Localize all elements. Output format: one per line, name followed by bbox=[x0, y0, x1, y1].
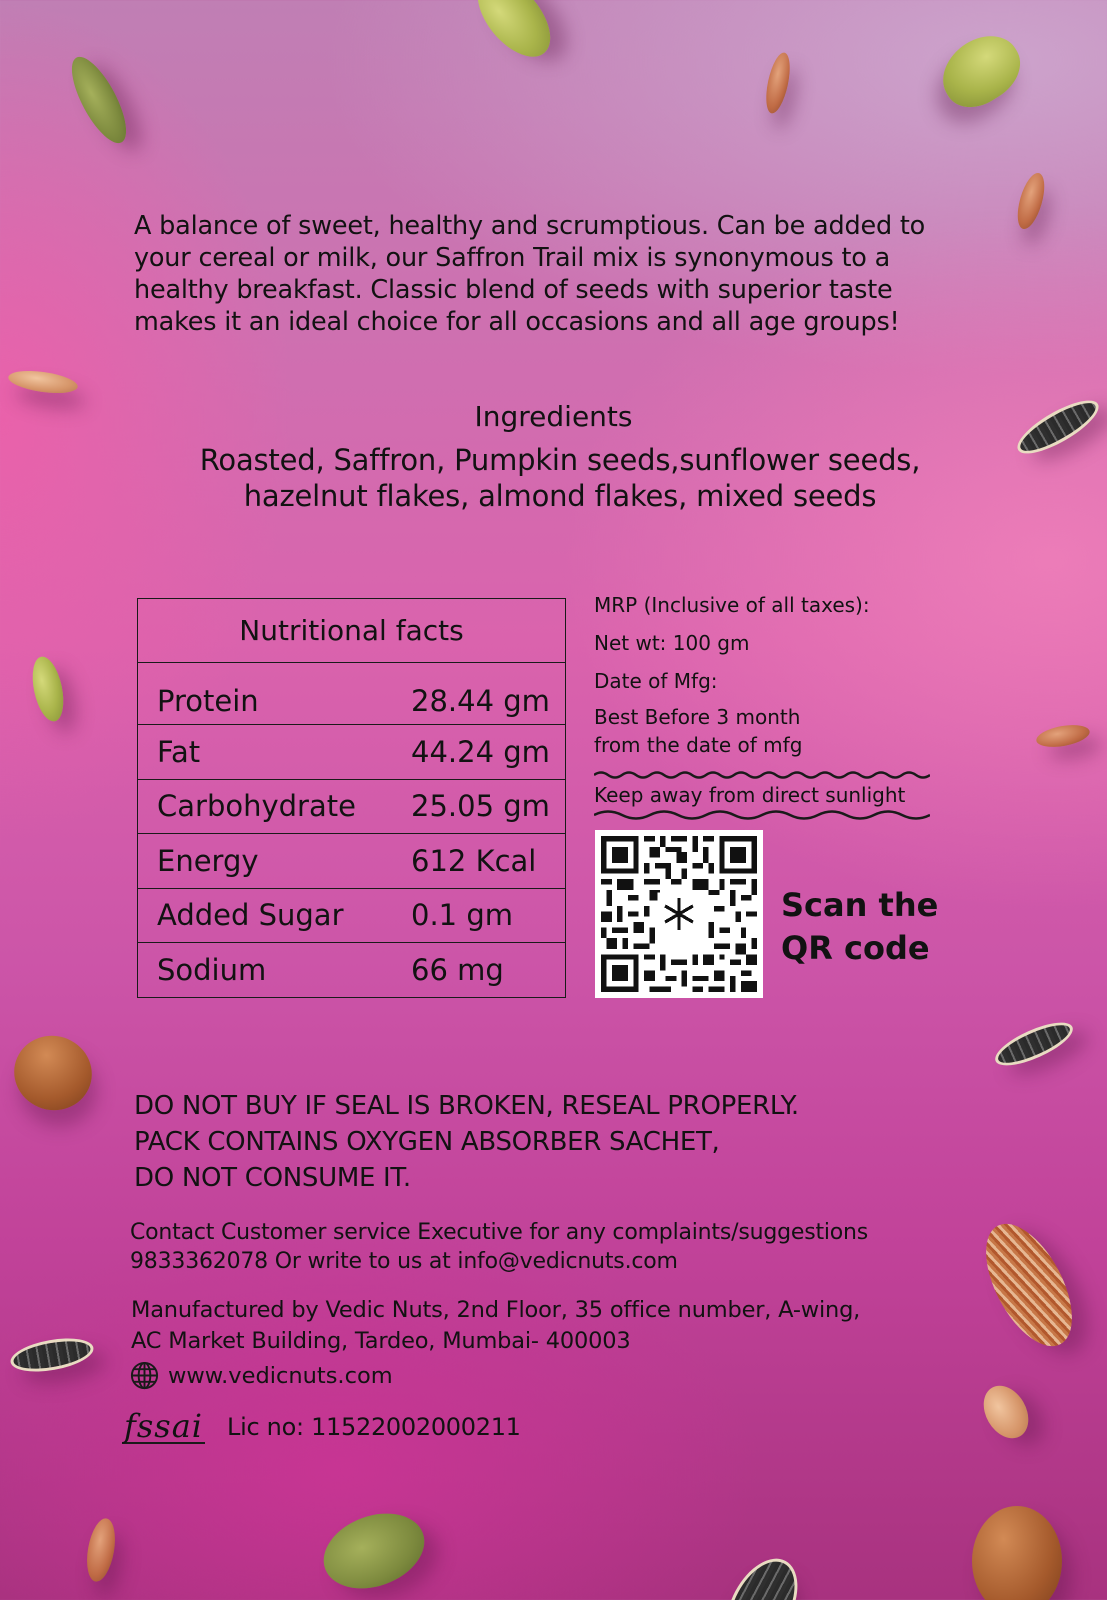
contact-line-1: Contact Customer service Executive for any complaints/suggestions bbox=[130, 1220, 869, 1245]
hazelnut-image bbox=[4, 1026, 101, 1120]
address-line-1: Manufactured by Vedic Nuts, 2nd Floor, 35 office number, A-wing, bbox=[131, 1297, 861, 1323]
manufacturer-address bbox=[131, 1295, 991, 1357]
nutrient-label: Added Sugar bbox=[157, 898, 344, 933]
nutrition-row-carbohydrate bbox=[138, 779, 565, 834]
nutrition-row-sodium bbox=[138, 942, 565, 997]
pumpkin-seed-image bbox=[464, 0, 564, 70]
best-before-line-1: Best Before 3 month bbox=[594, 705, 801, 729]
nutrient-value: 25.05 gm bbox=[411, 789, 550, 824]
storage-instruction: Keep away from direct sunlight bbox=[594, 783, 906, 807]
fssai-license bbox=[122, 1407, 521, 1445]
mfg-date-label: Date of Mfg: bbox=[594, 669, 718, 693]
warning-line-3: DO NOT CONSUME IT. bbox=[134, 1163, 411, 1193]
nutrient-label: Carbohydrate bbox=[157, 789, 356, 824]
nutrient-value: 44.24 gm bbox=[411, 734, 550, 769]
sunflower-seed-image bbox=[8, 1333, 96, 1377]
qr-code[interactable] bbox=[595, 830, 763, 998]
flax-seed-image bbox=[762, 51, 794, 116]
ingredients-list bbox=[150, 442, 970, 514]
almond-sliver-image bbox=[7, 367, 79, 397]
sunflower-seed-image bbox=[990, 1014, 1078, 1074]
address-line-2: AC Market Building, Tardeo, Mumbai- 400003 bbox=[131, 1328, 631, 1354]
product-description: A balance of sweet, healthy and scrumptious. Can be added to your cereal or milk, our Saffron Trail mix is synonymous to a healthy breakfast. Classic blend of seeds with superior taste makes it an ideal choice for all occasions and all age groups! bbox=[134, 211, 926, 337]
wavy-divider bbox=[594, 810, 930, 820]
website-url[interactable]: www.vedicnuts.com bbox=[168, 1362, 393, 1389]
nutrient-value: 28.44 gm bbox=[411, 683, 550, 718]
nutrition-row-fat bbox=[138, 724, 565, 779]
mrp-label: MRP (Inclusive of all taxes): bbox=[594, 593, 870, 617]
nutrient-value: 0.1 gm bbox=[411, 898, 513, 933]
wavy-divider bbox=[594, 770, 930, 780]
nutrient-label: Fat bbox=[157, 734, 201, 769]
flax-seed-image bbox=[83, 1516, 120, 1584]
best-before-line-2: from the date of mfg bbox=[594, 733, 803, 757]
product-info bbox=[594, 588, 934, 820]
sunflower-seed-image bbox=[712, 1547, 812, 1600]
warning-line-1: DO NOT BUY IF SEAL IS BROKEN, RESEAL PROPERLY. bbox=[134, 1091, 799, 1121]
flax-seed-image bbox=[1035, 721, 1092, 750]
contact-line-2[interactable]: 9833362078 Or write to us at info@vedicnuts.com bbox=[130, 1249, 678, 1274]
nutrient-label: Protein bbox=[157, 683, 259, 718]
license-number: Lic no: 11522002000211 bbox=[227, 1413, 521, 1441]
flax-seed-image bbox=[1012, 170, 1049, 232]
net-weight: Net wt: 100 gm bbox=[594, 631, 750, 655]
ingredients-line-2: hazelnut flakes, almond flakes, mixed seeds bbox=[243, 479, 877, 513]
scan-qr-line-1: Scan the bbox=[781, 886, 939, 924]
nutrition-row-added-sugar bbox=[138, 888, 565, 943]
nutrient-label: Sodium bbox=[157, 952, 267, 987]
globe-icon bbox=[129, 1360, 160, 1391]
warning-line-2: PACK CONTAINS OXYGEN ABSORBER SACHET, bbox=[134, 1127, 720, 1157]
pumpkin-seed-image bbox=[313, 1500, 435, 1600]
nutrient-label: Energy bbox=[157, 843, 259, 878]
pumpkin-seed-image bbox=[27, 654, 68, 724]
nutrition-row-protein bbox=[138, 663, 565, 724]
nutrition-facts-title: Nutritional facts bbox=[138, 599, 565, 663]
customer-service-contact bbox=[130, 1218, 990, 1276]
peanut-image bbox=[975, 1378, 1038, 1446]
website-link[interactable] bbox=[129, 1360, 393, 1391]
nutrition-facts-table bbox=[137, 598, 566, 998]
hazelnut-image bbox=[972, 1506, 1062, 1600]
nutrient-value: 66 mg bbox=[411, 952, 504, 987]
nutrient-value: 612 Kcal bbox=[411, 843, 537, 878]
nutrition-row-energy bbox=[138, 833, 565, 888]
pumpkin-seed-image bbox=[930, 23, 1032, 119]
qr-code-icon bbox=[601, 836, 757, 992]
scan-qr-label bbox=[781, 884, 938, 970]
seal-warning bbox=[134, 1088, 954, 1196]
scan-qr-line-2: QR code bbox=[781, 929, 930, 967]
ingredients-title: Ingredients bbox=[474, 400, 633, 433]
fssai-logo: fssai bbox=[124, 1407, 203, 1445]
ingredients-line-1: Roasted, Saffron, Pumpkin seeds,sunflower seeds, bbox=[199, 443, 921, 477]
pumpkin-seed-image bbox=[61, 50, 136, 151]
